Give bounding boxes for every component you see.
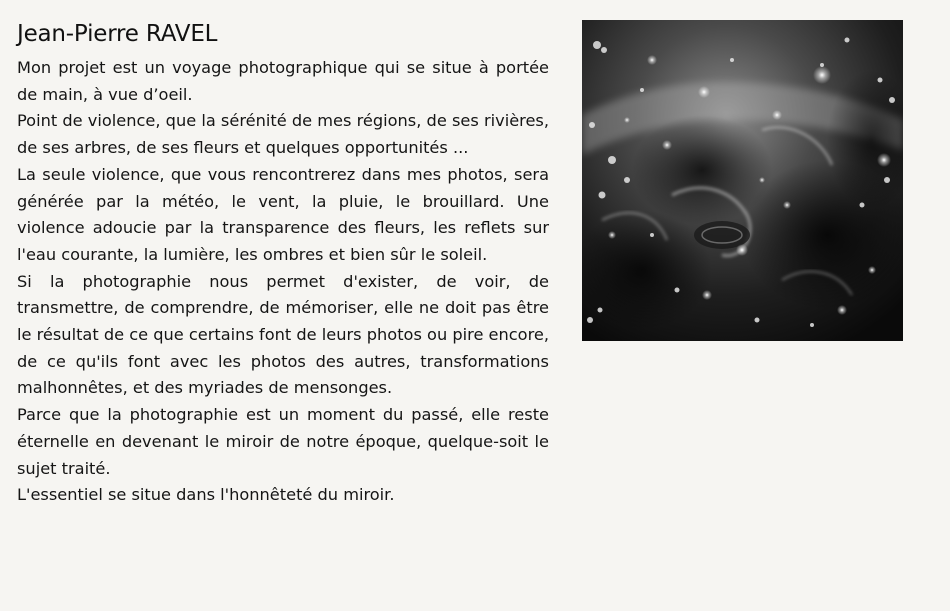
bio-paragraph-6: L'essentiel se situe dans l'honnêteté du miroir. — [17, 485, 395, 505]
bio-paragraph-2: Point de violence, que la sérénité de mes régions, de ses rivières, de ses arbres, de ses fleurs et quelques opportunités ... — [17, 111, 549, 158]
bio-paragraph-4: Si la photographie nous permet d'exister, de voir, de transmettre, de comprendre, de mémoriser, elle ne doit pas être le résultat de ce que certains font de leurs photos ou pire encore, de ce qu'ils font avec les photos des autres, transformations malhonnêtes, et des myriades de mensonges. — [17, 271, 549, 398]
artwork-photo — [582, 20, 903, 341]
bio-text — [17, 55, 549, 509]
artist-statement — [17, 18, 549, 509]
photo-image-icon — [582, 20, 903, 341]
author-name: Jean-Pierre RAVEL — [17, 21, 218, 47]
bio-paragraph-5: Parce que la photographie est un moment du passé, elle reste éternelle en devenant le miroir de notre époque, quelque-soit le sujet traité. — [17, 405, 549, 478]
bio-paragraph-3: La seule violence, que vous rencontrerez dans mes photos, sera générée par la météo, le vent, la pluie, le brouillard. Une violence adoucie par la transparence des fleurs, les reflets sur l'eau courante, la lumière, les ombres et bien sûr le soleil. — [17, 164, 549, 264]
bio-paragraph-1: Mon projet est un voyage photographique qui se situe à portée de main, à vue d’oeil. — [17, 58, 549, 104]
